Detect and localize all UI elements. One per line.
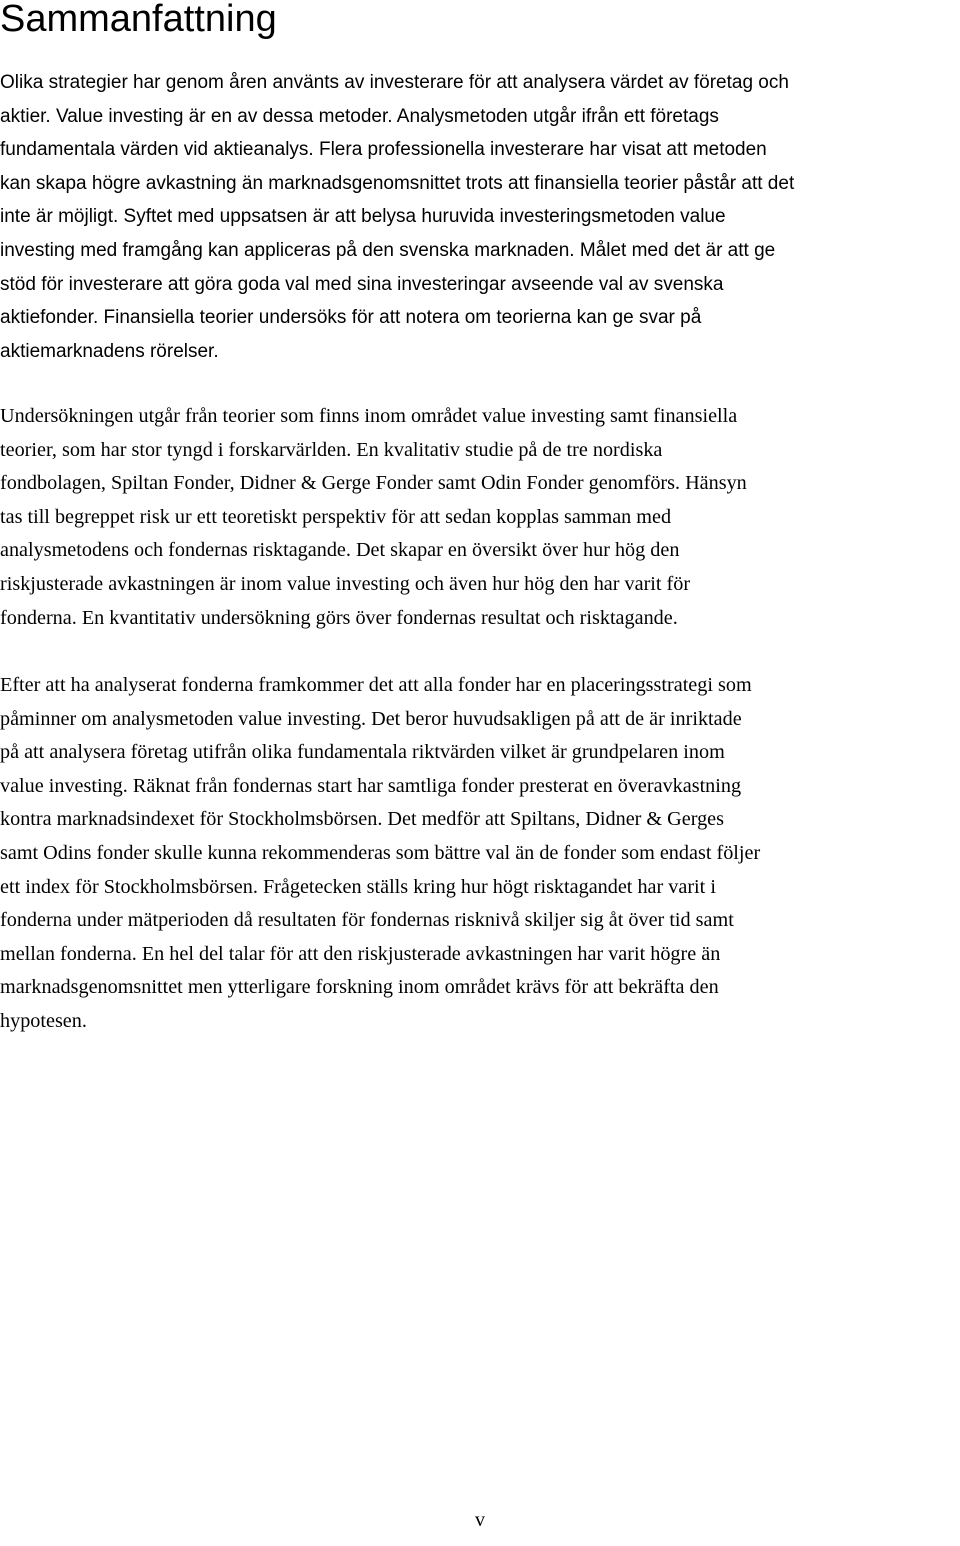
text-line: fonderna under mätperioden då resultaten för fondernas risknivå skiljer sig åt över tid samt [0,909,734,932]
text-line: kan skapa högre avkastning än marknadsgenomsnittet trots att finansiella teorier påstår att det [0,172,795,194]
text-line: inte är möjligt. Syftet med uppsatsen är att belysa huruvida investeringsmetoden value [0,206,726,228]
text-line: kontra marknadsindexet för Stockholmsbörsen. Det medför att Spiltans, Didner & Gerges [0,808,724,831]
text-line: Olika strategier har genom åren använts av investerare för att analysera värdet av företag och [0,72,789,93]
text-line: fondbolagen, Spiltan Fonder, Didner & Gerge Fonder samt Odin Fonder genomförs. Hänsyn [0,472,747,495]
text-line: tas till begreppet risk ur ett teoretiskt perspektiv för att sedan kopplas samman med [0,505,672,528]
text-line: investing med framgång kan appliceras på den svenska marknaden. Målet med det är att ge [0,239,776,261]
text-line: stöd för investerare att göra goda val med sina investeringar avseende val av svenska [0,273,724,295]
page-number: v [475,1509,485,1531]
text-line: fundamentala värden vid aktieanalys. Flera professionella investerare har visat att metoden [0,139,767,161]
text-line: mellan fonderna. En hel del talar för att den riskjusterade avkastningen har varit högre än [0,942,721,965]
text-line: marknadsgenomsnittet men ytterligare forskning inom området krävs för att bekräfta den [0,976,719,999]
text-line: ett index för Stockholmsbörsen. Frågetecken ställs kring hur högt risktagandet har varit i [0,875,716,898]
text-line: aktier. Value investing är en av dessa metoder. Analysmetoden utgår ifrån ett företags [0,105,719,127]
text-line: riskjusterade avkastningen är inom value investing och även hur hög den har varit för [0,572,691,595]
text-line: Undersökningen utgår från teorier som finns inom området value investing samt finansiella [0,405,738,427]
summary-paragraph-2 [0,400,960,635]
text-line: Efter att ha analyserat fonderna framkommer det att alla fonder har en placeringsstrategi som [0,674,752,696]
text-line: samt Odins fonder skulle kunna rekommenderas som bättre val än de fonder som endast följer [0,841,761,864]
text-line: på att analysera företag utifrån olika fundamentala riktvärden vilket är grundpelaren inom [0,741,725,764]
text-line: teorier, som har stor tyngd i forskarvärlden. En kvalitativ studie på de tre nordiska [0,438,663,461]
text-line: fonderna. En kvantitativ undersökning görs över fondernas resultat och risktagande. [0,606,678,629]
page-title: Sammanfattning [0,0,277,40]
summary-paragraph-1 [0,66,960,368]
text-line: aktiefonder. Finansiella teorier undersöks för att notera om teorierna kan ge svar på [0,307,702,329]
text-line: aktiemarknadens rörelser. [0,340,219,362]
summary-paragraph-3 [0,669,960,1039]
text-line: hypotesen. [0,1009,87,1032]
text-line: value investing. Räknat från fondernas start har samtliga fonder presterat en överavkastning [0,774,742,797]
text-line: analysmetodens och fondernas risktagande. Det skapar en översikt över hur hög den [0,539,680,562]
text-line: påminner om analysmetoden value investing. Det beror huvudsakligen på att de är inriktade [0,707,742,730]
